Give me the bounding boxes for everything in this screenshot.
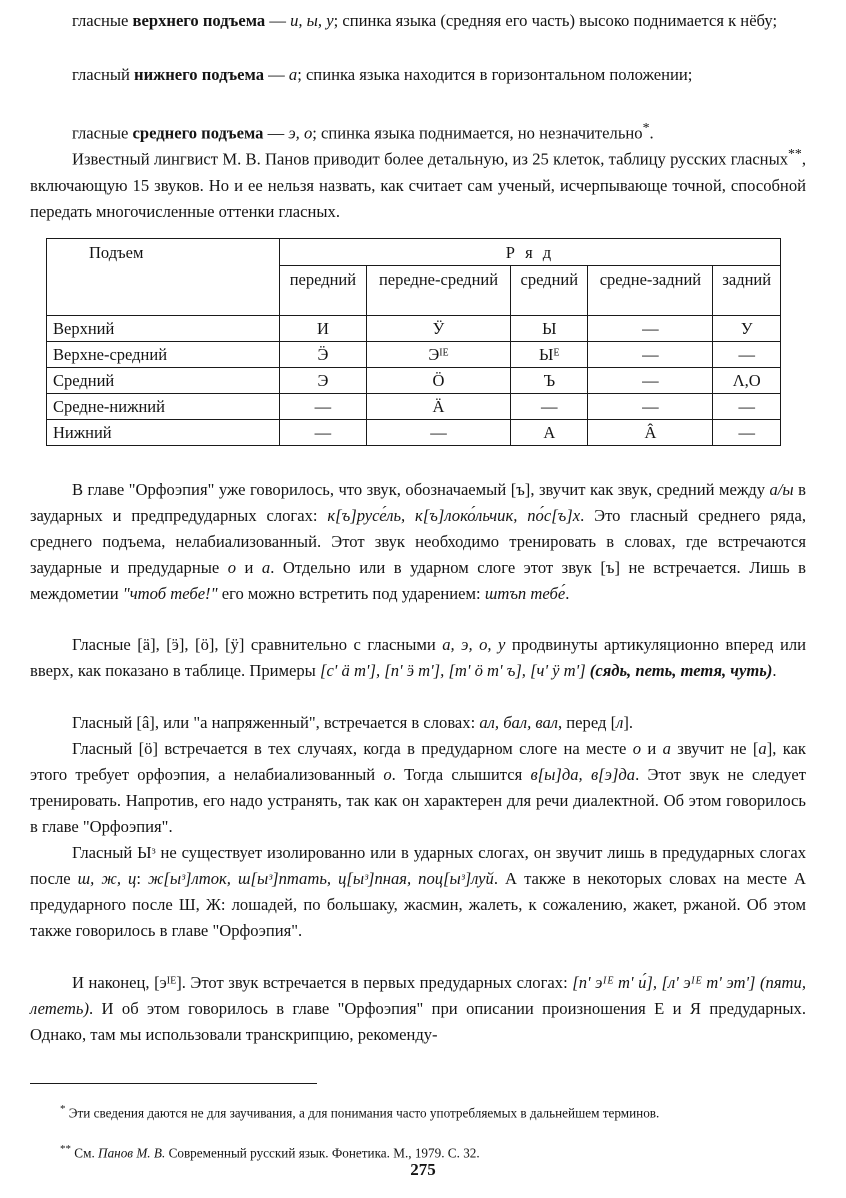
table-cell: Ӧ <box>366 368 510 394</box>
table-cell: — <box>713 394 781 420</box>
table-row <box>47 368 781 394</box>
row-label: Средне-нижний <box>47 394 280 420</box>
table-cell: — <box>588 316 713 342</box>
term-lower-rise: нижнего подъема <box>134 65 264 84</box>
middle-rise-definition: гласные среднего подъема — э, о; спинка языка поднимается, но незначительно*. <box>72 120 654 143</box>
table-cell: — <box>588 394 713 420</box>
column-header: средне-задний <box>588 266 713 316</box>
footnote-separator <box>30 1083 317 1084</box>
table-row <box>47 394 781 420</box>
footnote-ref-2: ** <box>788 146 802 161</box>
table-cell: — <box>366 420 510 446</box>
paragraph-schwa: В главе "Орфоэпия" уже говорилось, что звук, обозначаемый [ъ], звучит как звук, средний между а/ы в заударных и предпредударных слогах: к[ъ]русе́ль, к[ъ]локо́льчик, по́с[ъ]х. Это гласный среднего ряда, среднего подъема, нелабиализованный. Этот звук необходимо тренировать в словах, где встречаются заударные и предударные о и а. Отдельно или в ударном слоге этот звук [ъ] не встречается. Лишь в междометии "чтоб тебе!" его можно встретить под ударением: штъп тебе́. <box>30 480 807 603</box>
table-cell: — <box>713 420 781 446</box>
vowel-table <box>46 238 781 446</box>
table-cell: Ӱ <box>366 316 510 342</box>
paragraph-fronted-vowels: Гласные [ӓ], [ӭ], [ӧ], [ӱ] сравнительно с гласными а, э, о, у продвинуты артикуляционно вперед или вверх, как показано в таблице. Примеры [с' ӓ т'], [п' ӭ т'], [т' ӧ т' ъ], [ч' ӱ т'] (сядь, петь, тетя, чуть). <box>30 635 806 680</box>
table-cell: Эᴵᴱ <box>366 342 510 368</box>
table-cell: Ы <box>511 316 588 342</box>
table-cell: — <box>588 368 713 394</box>
row-label: Верхний <box>47 316 280 342</box>
footnote-2: ** См. Панов М. В. Современный русский язык. Фонетика. М., 1979. С. 32. <box>60 1143 480 1161</box>
table-cell: А <box>511 420 588 446</box>
table-cell: — <box>280 394 367 420</box>
table-cell: Â <box>588 420 713 446</box>
footnote-1: * Эти сведения даются не для заучивания, а для понимания часто употребляемых в дальнейшем терминов. <box>60 1103 660 1121</box>
table-row <box>47 316 781 342</box>
row-label: Нижний <box>47 420 280 446</box>
table-cell: Ыᴱ <box>511 342 588 368</box>
table-row <box>47 420 781 446</box>
paragraph-e-i: И наконец, [эᴵᴱ]. Этот звук встречается в первых предударных слогах: [п' эᴵᴱ т' и́], [л' эᴵᴱ т' эт'] (пяти, лететь). И об этом говорилось в главе "Орфоэпия" при описании произношения Е и Я предударных. Однако, там мы использовали транскрипцию, рекоменду- <box>30 973 806 1044</box>
panov-paragraph: Известный лингвист М. В. Панов приводит более детальную, из 25 клеток, таблицу русских гласных**, включающую 15 звуков. Но и ее нельзя назвать, как считает сам ученый, исчерпывающе точной, способной передать многочисленные оттенки гласных. <box>30 146 806 221</box>
table-cell: — <box>511 394 588 420</box>
column-header: передне-средний <box>366 266 510 316</box>
table-cell: И <box>280 316 367 342</box>
footnote-ref-1: * <box>642 120 650 135</box>
table-cell: — <box>713 342 781 368</box>
table-cell: — <box>588 342 713 368</box>
table-row <box>47 342 781 368</box>
paragraph-y-e: Гласный Ыᵌ не существует изолированно или в ударных слогах, он звучит лишь в предударных слогах после ш, ж, ц: ж[ыᵌ]лток, ш[ыᵌ]птать, ц[ыᵌ]пная, поц[ыᵌ]луй. А также в некоторых словах на месте А предударного после Ш, Ж: лошадей, по большаку, жасмин, жалеть, к сожалению, жакет, ржаной. Об этом также говорилось в главе "Орфоэпия". <box>30 843 807 940</box>
upper-rise-definition: гласные верхнего подъема — и, ы, у; спинка языка (средняя его часть) высоко поднимается к нёбу; <box>72 11 778 30</box>
table-cell: Ъ <box>511 368 588 394</box>
header-rise: Подъем <box>47 239 280 316</box>
paragraph-tense-a: Гласный [â], или "а напряженный", встречается в словах: ал, бал, вал, перед [л]. <box>72 713 634 732</box>
row-label: Средний <box>47 368 280 394</box>
row-label: Верхне-средний <box>47 342 280 368</box>
table-cell: Э <box>280 368 367 394</box>
page-number: 275 <box>410 1160 436 1179</box>
table-cell: Ӭ <box>280 342 367 368</box>
table-header-row <box>47 239 781 266</box>
table-cell: У <box>713 316 781 342</box>
term-upper-rise: верхнего подъема <box>132 11 266 30</box>
column-header: задний <box>713 266 781 316</box>
table-cell: Ӓ <box>366 394 510 420</box>
header-row-group: Р я д <box>280 239 781 266</box>
term-middle-rise: среднего подъема <box>132 123 264 143</box>
paragraph-unrounded-o: Гласный [ӧ] встречается в тех случаях, когда в предударном слоге на месте о и а звучит не [а], как этого требует орфоэпия, а нелабиализованный о. Тогда слышится в[ы]да, в[э]да. Этот звук не следует тренировать. Напротив, его надо устранять, так как он характерен для речи диалектной. Об этом говорилось в главе "Орфоэпия". <box>30 739 806 836</box>
lower-rise-definition: гласный нижнего подъема — а; спинка языка находится в горизонтальном положении; <box>72 65 693 84</box>
table-cell: Λ,О <box>713 368 781 394</box>
table-cell: — <box>280 420 367 446</box>
column-header: передний <box>280 266 367 316</box>
column-header: средний <box>511 266 588 316</box>
